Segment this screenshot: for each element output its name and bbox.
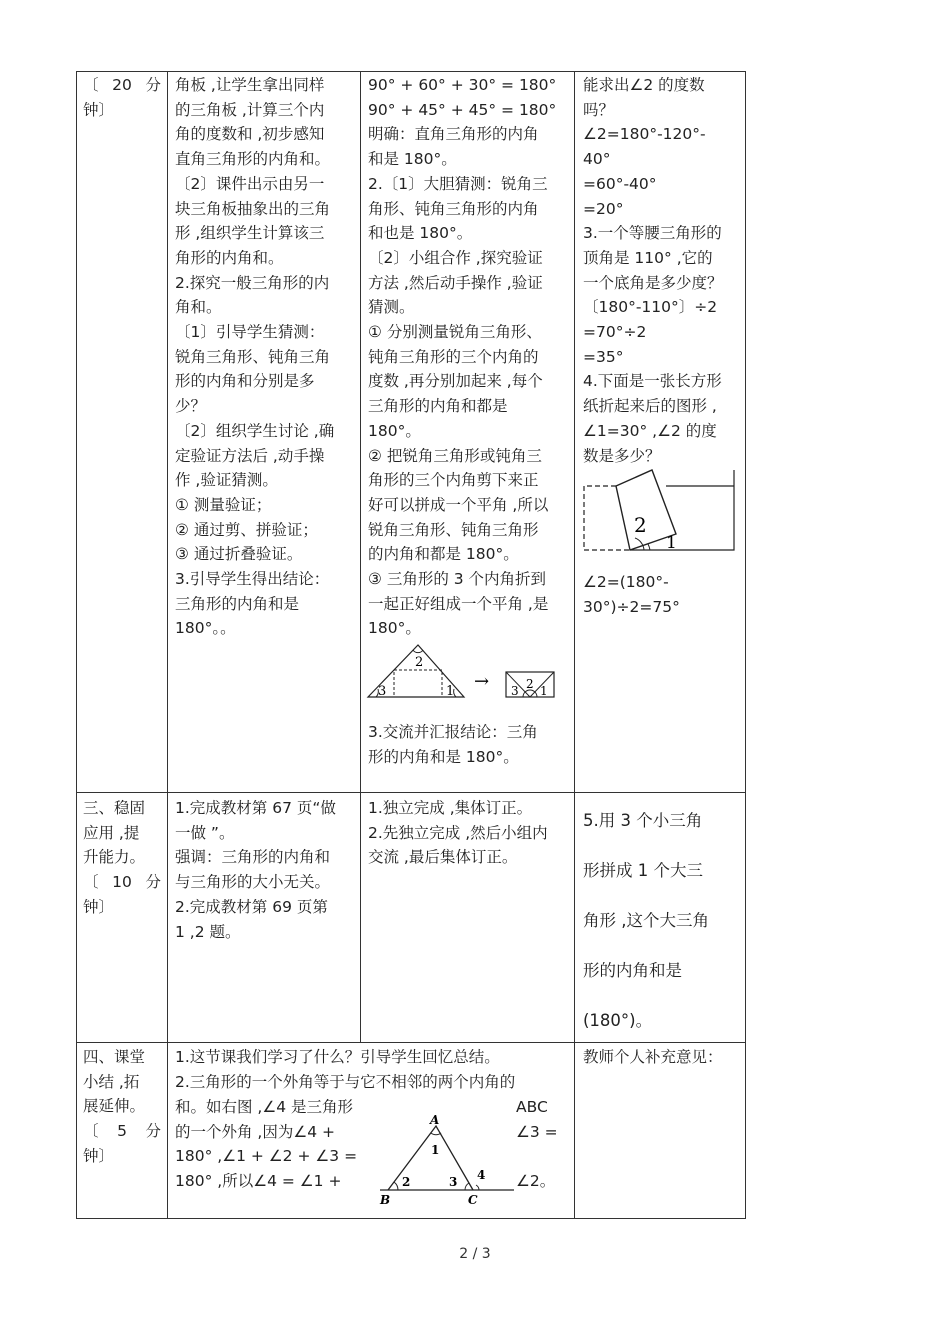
row1-student-activity: 90° + 60° + 30° = 180° 90° + 45° + 45° = 180° 明确：直角三角形的内角 和是 180°。 2.〔1〕大胆猜测：锐角三 角形、钝角三角形的内角 和也是 180°。 〔2〕小组合作 ,探究验证 方法 ,然后动手操作 ,验证 猜测。 ① 分别测量锐角三角形、 钝角三角形的三个内角的 度数 ,再分别加起来 ,每个 三角形的内角和都是 180°。 ② 把锐角三角形或钝角三 角形的三个内角剪下来正 好可以拼成一个平角 ,所以 锐角三角形、钝角三角形 的内角和都是 180°。 ③ 三角形的 3 个内角折到 一起正好组成一个平角 ,是 180°。 bbox=[368, 76, 557, 638]
row3-summary-full: 1.这节课我们学习了什么？引导学生回忆总结。 2.三角形的一个外角等于与它不相邻的两个内角的 bbox=[175, 1048, 516, 1091]
table-border-right bbox=[745, 71, 746, 1219]
row3-summary-right: ABC ∠3 = ∠2。 bbox=[516, 1098, 558, 1191]
top-angle-arc bbox=[413, 650, 423, 653]
row1-teacher-activity: 角板 ,让学生拿出同样 的三角板 ,计算三个内 角的度数和 ,初步感知 直角三角形的内角和。 〔2〕课件出示由另一 块三角板抽象出的三角 形 ,组织学生计算该三 角形的内角和。 2.探究一般三角形的内 角和。 〔1〕引导学生猜测： 锐角三角形、钝角三角 形的内角和分别是多 少？ 〔2〕组织学生讨论 ,确 定验证方法后 ,动手操 作 ,验证猜测。 ① 测量验证； ② 通过剪、拼验证； ③ 通过折叠验证。 3.引导学生得出结论： 三角形的内角和是 180°。。 bbox=[175, 76, 335, 638]
folded-paper-figure bbox=[582, 468, 738, 554]
row3-stage-cell: 四、课堂 小结 ,拓 展延伸。 〔 5 分 钟〕 bbox=[83, 1048, 161, 1165]
fold-label-2: 2 bbox=[634, 513, 647, 537]
angle-label-1: 1 bbox=[431, 1143, 440, 1157]
row1-exercise-answer: ∠2=(180°- 30°)÷2=75° bbox=[583, 573, 680, 616]
row1-stage-cell: 〔 20 分 钟〕 bbox=[83, 73, 161, 122]
exterior-angle-figure bbox=[376, 1112, 516, 1210]
vertex-label-a: A bbox=[430, 1113, 440, 1127]
row2-exercises: 5.用 3 个小三角 形拼成 1 个大三 角形 ,这个大三角 形的内角和是 (180°)。 bbox=[583, 811, 709, 1030]
arrow-icon: → bbox=[474, 671, 490, 692]
row3-summary-left: 和。如右图 ,∠4 是三角形 的一个外角 ,因为∠4 + 180° ,∠1 + ∠2 + ∠3 = 180° ,所以∠4 = ∠1 + bbox=[175, 1098, 358, 1191]
rect-label-1: 1 bbox=[540, 684, 548, 698]
triangle-abc bbox=[388, 1126, 473, 1190]
rect-label-2: 2 bbox=[526, 677, 534, 691]
row3-teacher-notes: 教师个人补充意见： bbox=[583, 1048, 723, 1066]
angle-fold-figure bbox=[366, 642, 558, 702]
row2-teacher-activity: 1.完成教材第 67 页“做 一做 ”。 强调：三角形的内角和 与三角形的大小无关。 2.完成教材第 69 页第 1 ,2 题。 bbox=[175, 799, 336, 941]
angle-c-arc bbox=[465, 1183, 469, 1190]
stage-time-line: 〔 5 分 bbox=[83, 1122, 161, 1141]
angle-b-arc bbox=[394, 1182, 398, 1190]
angle-label-3: 3 bbox=[449, 1175, 458, 1189]
stage-time-line: 〔 10 分 bbox=[83, 873, 161, 892]
row2-stage-cell: 三、稳固 应用 ,提 升能力。 〔 10 分 钟〕 bbox=[83, 799, 161, 916]
column-divider bbox=[167, 71, 168, 1219]
angle-1-arc bbox=[648, 544, 650, 550]
triangle-label-2: 2 bbox=[415, 655, 424, 670]
column-divider bbox=[574, 71, 575, 1219]
table-border-top bbox=[76, 71, 745, 72]
angle-label-4: 4 bbox=[477, 1168, 486, 1182]
fold-rectangle-dashed bbox=[394, 670, 442, 697]
vertex-label-c: C bbox=[468, 1193, 478, 1207]
angle-label-2: 2 bbox=[402, 1175, 411, 1189]
table-border-bottom bbox=[76, 1218, 745, 1219]
column-divider bbox=[360, 71, 361, 1042]
row1-exercises: 能求出∠2 的度数 吗？ ∠2=180°-120°- 40° =60°-40° =20° 3.一个等腰三角形的 顶角是 110° ,它的 一个底角是多少度？ 〔180°-110°〕÷2 =70°÷2 =35° 4.下面是一张长方形 纸折起来后的图形 , ∠1=30° ,∠2 的度 数是多少？ bbox=[583, 76, 723, 465]
vertex-label-b: B bbox=[380, 1193, 391, 1207]
stage-time-line: 〔 20 分 bbox=[83, 76, 161, 94]
exterior-angle-arc bbox=[476, 1185, 479, 1190]
triangle-label-3: 3 bbox=[378, 684, 387, 699]
table-border-left bbox=[76, 71, 77, 1219]
row-divider bbox=[76, 792, 745, 793]
rect-label-3: 3 bbox=[511, 684, 519, 698]
straight-angle-arc bbox=[523, 690, 537, 697]
page-number: 2 / 3 bbox=[459, 1246, 491, 1262]
row1-student-conclusion: 3.交流并汇报结论：三角 形的内角和是 180°。 bbox=[368, 723, 538, 766]
fold-label-1: 1 bbox=[666, 533, 677, 553]
triangle-label-1: 1 bbox=[446, 684, 455, 699]
row2-student-activity: 1.独立完成 ,集体订正。 2.先独立完成 ,然后小组内 交流 ,最后集体订正。 bbox=[368, 799, 548, 867]
